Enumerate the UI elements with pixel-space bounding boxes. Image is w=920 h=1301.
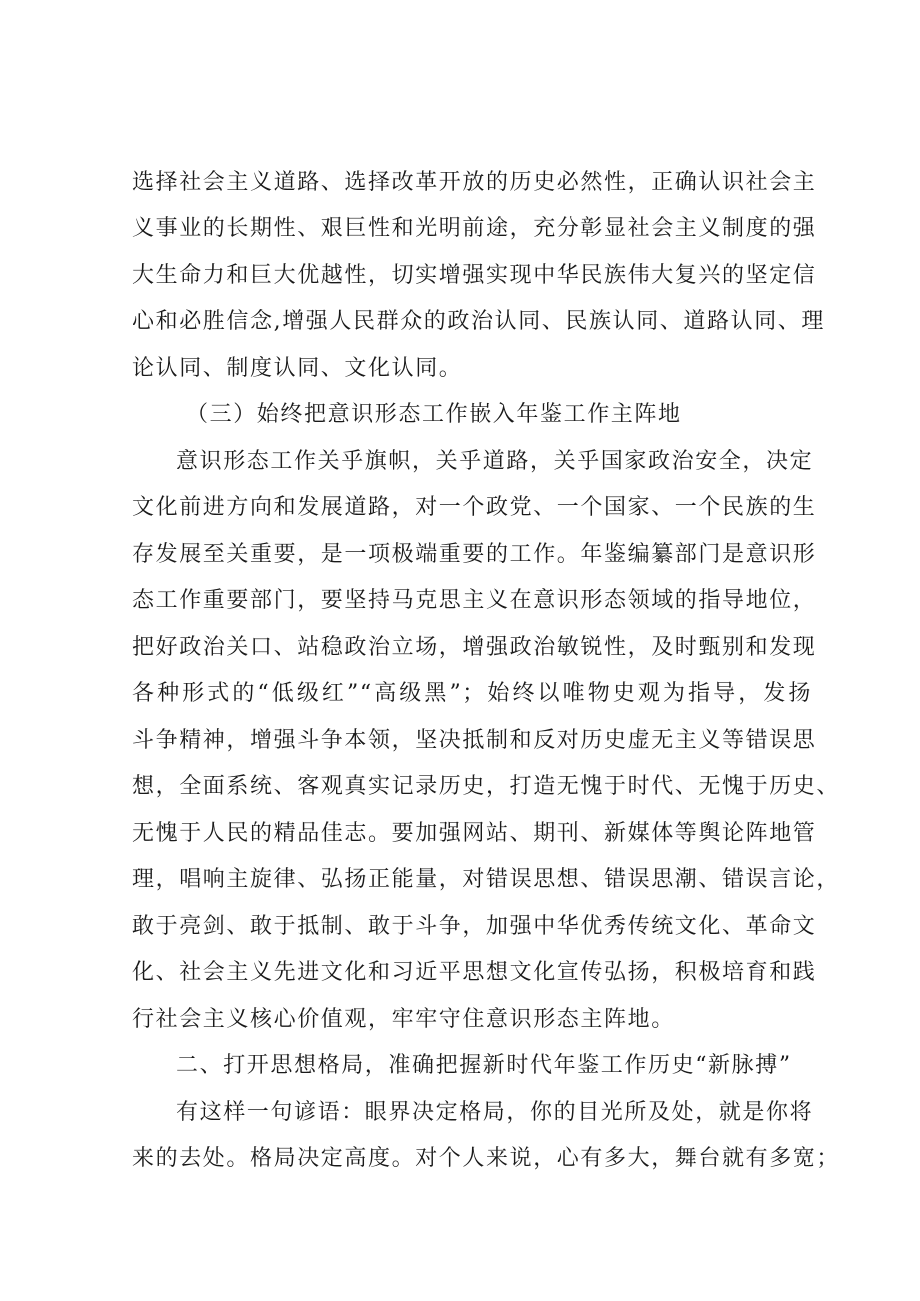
paragraph-line: 行社会主义核心价值观，牢牢守住意识形态主阵地。: [132, 1007, 675, 1032]
paragraph-line: 理，唱响主旋律、弘扬正能量，对错误思想、错误思潮、错误言论，: [132, 867, 841, 892]
section-heading: 二、打开思想格局，准确把握新时代年鉴工作历史“新脉搏”: [176, 1053, 792, 1078]
paragraph-line: 大生命力和巨大优越性，切实增强实现中华民族伟大复兴的坚定信: [132, 263, 817, 288]
paragraph-line: 斗争精神，增强斗争本领，坚决抵制和反对历史虚无主义等错误思: [132, 728, 817, 753]
paragraph-line: 把好政治关口、站稳政治立场，增强政治敏锐性，及时甄别和发现: [132, 635, 817, 660]
paragraph-line: 态工作重要部门，要坚持马克思主义在意识形态领域的指导地位，: [132, 588, 817, 613]
paragraph-line: 化、社会主义先进文化和习近平思想文化宣传弘扬，积极培育和践: [132, 960, 817, 985]
paragraph-line: 选择社会主义道路、选择改革开放的历史必然性，正确认识社会主: [132, 170, 817, 195]
paragraph-line: 来的去处。格局决定高度。对个人来说，心有多大，舞台就有多宽；: [132, 1146, 841, 1171]
paragraph-line: 各种形式的“低级红”“高级黑”；始终以唯物史观为指导，发扬: [132, 681, 812, 706]
paragraph-line: 义事业的长期性、艰巨性和光明前途，充分彰显社会主义制度的强: [132, 216, 817, 241]
section-heading: （三）始终把意识形态工作嵌入年鉴工作主阵地: [186, 402, 682, 427]
paragraph-line: 有这样一句谚语：眼界决定格局，你的目光所及处，就是你将: [176, 1100, 814, 1125]
paragraph-line: 无愧于人民的精品佳志。要加强网站、期刊、新媒体等舆论阵地管: [132, 821, 817, 846]
paragraph-line: 意识形态工作关乎旗帜，关乎道路，关乎国家政治安全，决定: [176, 449, 814, 474]
paragraph-line: 想，全面系统、客观真实记录历史，打造无愧于时代、无愧于历史、: [132, 774, 841, 799]
paragraph-line: 存发展至关重要，是一项极端重要的工作。年鉴编纂部门是意识形: [132, 542, 817, 567]
paragraph-line: 文化前进方向和发展道路，对一个政党、一个国家、一个民族的生: [132, 495, 817, 520]
paragraph-line: 心和必胜信念,增强人民群众的政治认同、民族认同、道路认同、理: [132, 309, 825, 334]
paragraph-line: 敢于亮剑、敢于抵制、敢于斗争，加强中华优秀传统文化、革命文: [132, 914, 817, 939]
paragraph-line: 论认同、制度认同、文化认同。: [132, 356, 463, 381]
